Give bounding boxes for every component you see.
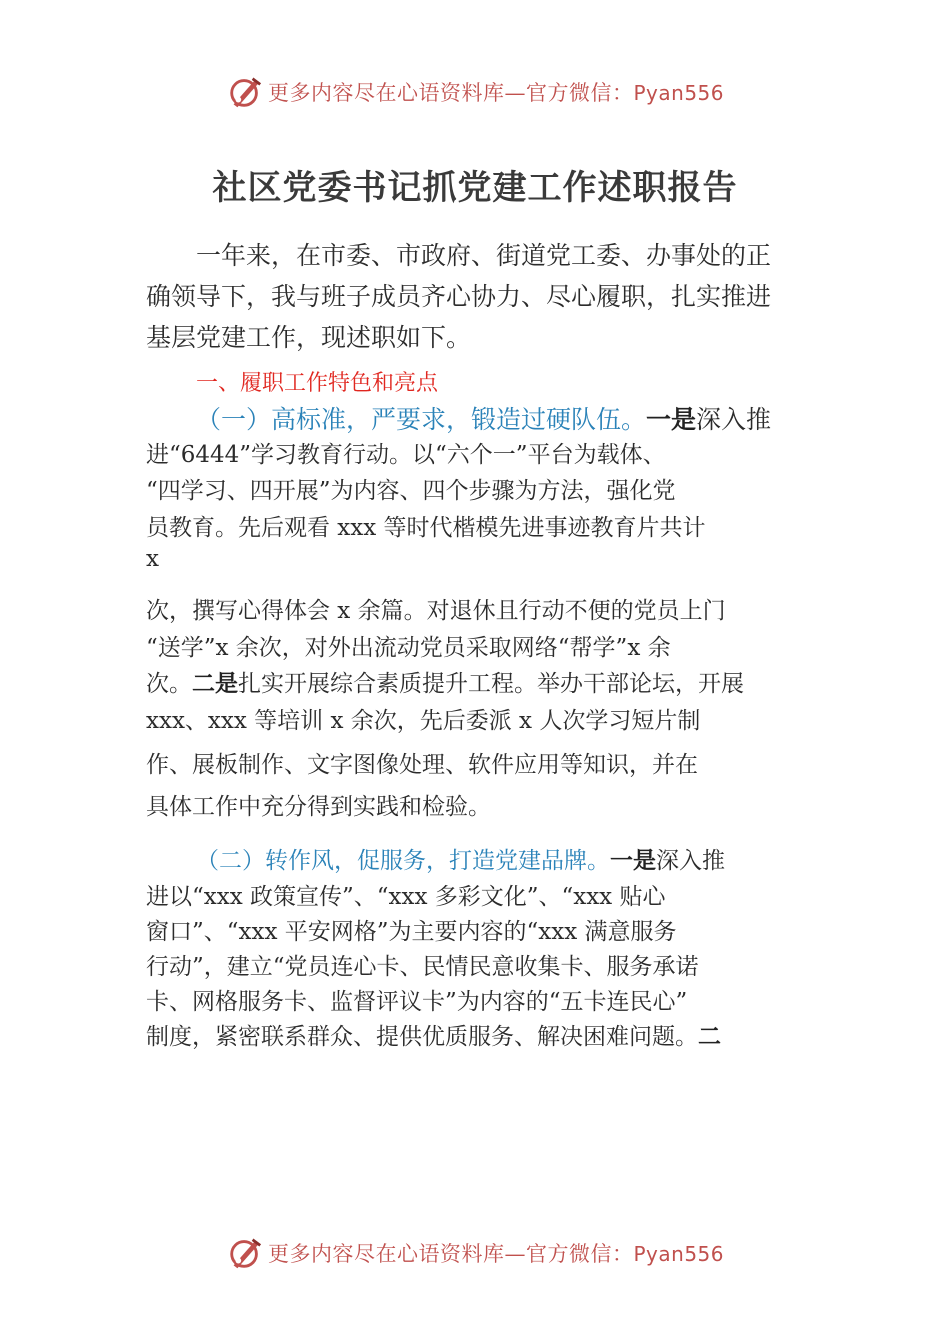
subsection-1-line-6: 次，撰写心得体会 x 余篇。对退休且行动不便的党员上门 (146, 598, 726, 624)
subsection-1-line-3: “四学习、四开展”为内容、四个步骤为方法，强化党 (146, 478, 676, 504)
banner-text-cn: 更多内容尽在心语资料库—官方微信： (268, 1242, 634, 1266)
subsection-1-text: 扎实开展综合素质提升工程。举办干部论坛，开展 (238, 671, 744, 697)
subsection-1-line-11: 具体工作中充分得到实践和检验。 (146, 794, 491, 820)
subsection-1-line-9: xxx、xxx 等培训 x 余次，先后委派 x 人次学习短片制 (146, 708, 701, 734)
subsection-2-line-2: 进以“xxx 政策宣传”、“xxx 多彩文化”、“xxx 贴心 (146, 884, 666, 910)
subsection-2-line-3: 窗口”、“xxx 平安网格”为主要内容的“xxx 满意服务 (146, 919, 677, 945)
emphasis-ershi: 二是 (192, 671, 238, 697)
subsection-2-line-1 (196, 842, 725, 875)
emphasis-yishi: 一是 (610, 848, 656, 874)
subsection-2-heading: （二）转作风，促服务，打造党建品牌。 (196, 848, 610, 874)
subsection-1-text: 深入推 (696, 405, 772, 434)
footer-banner (0, 1233, 950, 1273)
subsection-1-heading: （一）高标准，严要求，锻造过硬队伍。 (196, 405, 647, 434)
banner-text (268, 77, 724, 107)
document-title: 社区党委书记抓党建工作述职报告 (212, 168, 738, 208)
intro-line-2: 确领导下，我与班子成员齐心协力、尽心履职，扎实推进 (146, 282, 772, 311)
subsection-2-line-6 (146, 1018, 721, 1051)
intro-line-1: 一年来，在市委、市政府、街道党工委、办事处的正 (196, 241, 772, 270)
banner-wechat-id: Pyan556 (633, 1242, 725, 1266)
section-heading-1: 一、履职工作特色和亮点 (196, 371, 439, 396)
emphasis-yishi: 一是 (646, 405, 697, 434)
intro-line-3: 基层党建工作，现述职如下。 (146, 323, 472, 352)
subsection-1-line-7: “送学”x 余次，对外出流动党员采取网络“帮学”x 余 (146, 635, 671, 661)
pen-logo-icon (226, 1234, 264, 1272)
banner-wechat-id: Pyan556 (633, 81, 725, 105)
header-banner (0, 72, 950, 112)
subsection-1-line-2: 进“6444”学习教育行动。以“六个一”平台为载体、 (146, 442, 666, 468)
subsection-2-line-4: 行动”，建立“党员连心卡、民情民意收集卡、服务承诺 (146, 954, 699, 980)
subsection-1-line-1 (196, 400, 771, 436)
subsection-1-line-5: x (146, 546, 159, 572)
subsection-1-line-10: 作、展板制作、文字图像处理、软件应用等知识，并在 (146, 752, 698, 778)
emphasis-er: 二 (698, 1024, 721, 1050)
pen-logo-icon (226, 73, 264, 111)
subsection-1-text: 次。 (146, 671, 192, 697)
subsection-2-text: 深入推 (656, 848, 725, 874)
banner-text (268, 1238, 724, 1268)
subsection-2-line-5: 卡、网格服务卡、监督评议卡”为内容的“五卡连民心” (146, 989, 688, 1015)
banner-text-cn: 更多内容尽在心语资料库—官方微信： (268, 81, 634, 105)
subsection-1-line-8 (146, 665, 744, 698)
subsection-2-text: 制度，紧密联系群众、提供优质服务、解决困难问题。 (146, 1024, 698, 1050)
subsection-1-line-4: 员教育。先后观看 xxx 等时代楷模先进事迹教育片共计 (146, 515, 706, 541)
